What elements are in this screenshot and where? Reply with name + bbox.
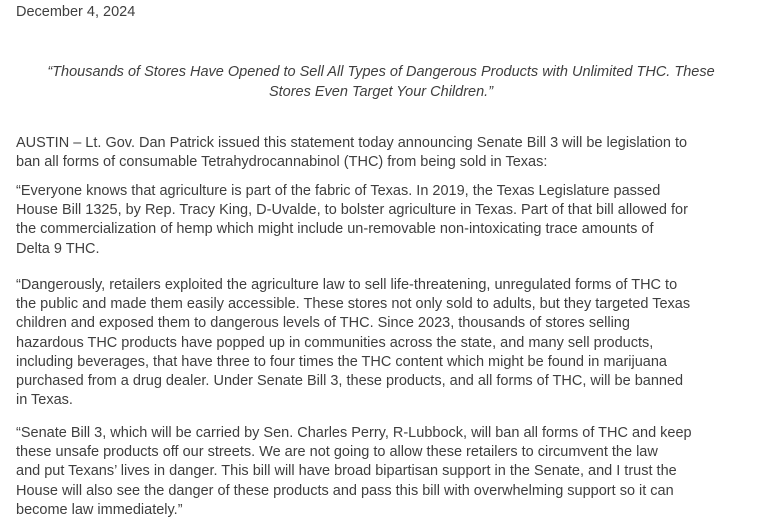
pull-quote-line: Stores Even Target Your Children.” [268,84,494,100]
paragraph-line: become law immediately.” [16,501,183,518]
paragraph-line: ban all forms of consumable Tetrahydrocannabinol (THC) from being sold in Texas: [16,154,548,171]
paragraph-senate-bill [16,424,756,520]
paragraph-line: purchased from a drug dealer. Under Senate Bill 3, these products, and all forms of THC, will be banned [16,373,684,390]
paragraph-line: “Senate Bill 3, which will be carried by Sen. Charles Perry, R-Lubbock, will ban all forms of THC and keep [16,425,692,441]
paragraph-line: children and exposed them to dangerous levels of THC. Since 2023, thousands of stores selling [16,315,630,332]
pull-quote-line: “Thousands of Stores Have Opened to Sell All Types of Dangerous Products with Unlimited THC. These [47,64,715,80]
release-date: December 4, 2024 [16,4,136,20]
paragraph-line: and put Texans’ lives in danger. This bill will have broad bipartisan support in the Senate, and I trust the [16,463,677,480]
paragraph-line: Delta 9 THC. [16,240,100,257]
paragraph-line: these unsafe products off our streets. We are not going to allow these retailers to circumvent the law [16,444,658,461]
paragraph-line: “Everyone knows that agriculture is part of the fabric of Texas. In 2019, the Texas Legislature passed [16,183,661,199]
paragraph-line: the commercialization of hemp which might include un-removable non-intoxicating trace amounts of [16,221,654,238]
paragraph-line: House Bill 1325, by Rep. Tracy King, D-Uvalde, to bolster agriculture in Texas. Part of that bill allowed for [16,202,688,219]
paragraph-line: hazardous THC products have popped up in communities across the state, and many sell products, [16,334,654,351]
paragraph-line: House will also see the danger of these products and pass this bill with overwhelming support so it can [16,482,674,499]
paragraph-retailers [16,276,756,410]
paragraph-line: including beverages, that have three to four times the THC content which might be found in marijuana [16,353,667,370]
paragraph-line: “Dangerously, retailers exploited the agriculture law to sell life-threatening, unregulated forms of THC to [16,277,678,293]
paragraph-intro [16,134,756,172]
pull-quote [16,62,746,102]
paragraph-line: in Texas. [16,392,73,409]
paragraph-line: AUSTIN – Lt. Gov. Dan Patrick issued this statement today announcing Senate Bill 3 will be legislation to [16,135,688,151]
paragraph-agriculture [16,182,756,259]
paragraph-line: the public and made them easily accessible. These stores not only sold to adults, but they targeted Texas [16,296,691,313]
